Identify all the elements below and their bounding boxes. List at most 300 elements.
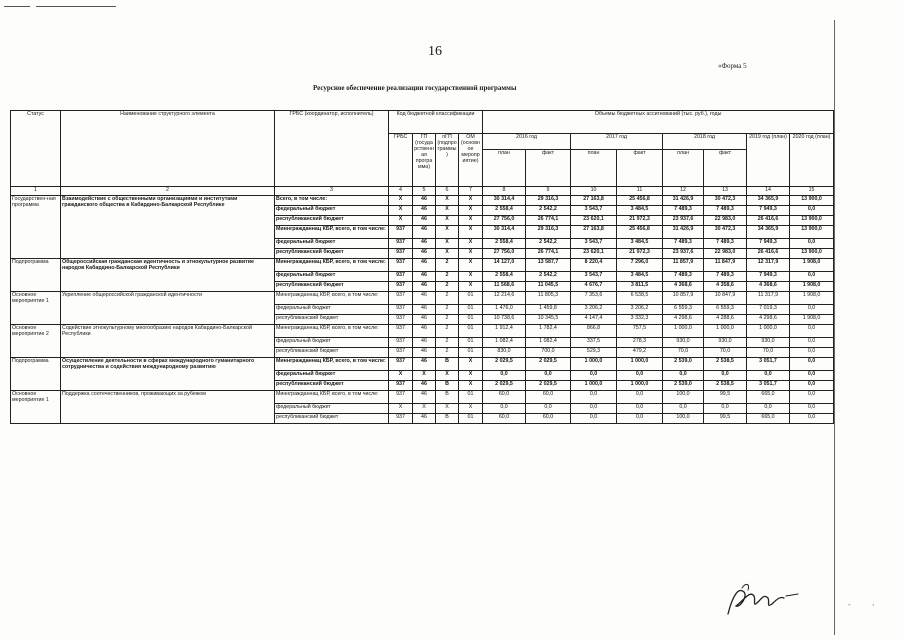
col-number: 8 bbox=[483, 187, 526, 196]
row-amount: 30 314,4 bbox=[483, 226, 526, 239]
row-code-grbs: 937 bbox=[389, 226, 413, 239]
margin-line bbox=[834, 20, 835, 635]
col-number: 7 bbox=[459, 187, 483, 196]
row-amount: 27 756,0 bbox=[483, 249, 526, 259]
row-amount: 0,0 bbox=[747, 371, 790, 381]
row-amount: 866,8 bbox=[571, 325, 617, 338]
row-amount: 8 220,4 bbox=[571, 259, 617, 272]
row-amount: 1 476,0 bbox=[483, 305, 526, 315]
row-code-om: 01 bbox=[459, 338, 483, 348]
row-code-gp: 46 bbox=[413, 348, 436, 358]
row-amount: 2 538,5 bbox=[704, 358, 747, 371]
row-code-grbs: 937 bbox=[389, 348, 413, 358]
row-code-pgp: В bbox=[436, 381, 459, 391]
row-amount: 665,0 bbox=[747, 414, 790, 424]
row-funding-source: республиканский бюджет bbox=[275, 414, 389, 424]
row-status: Основное мероприятие 2 bbox=[11, 325, 61, 358]
row-amount: 2 539,0 bbox=[663, 381, 704, 391]
row-funding-source: республиканский бюджет bbox=[275, 381, 389, 391]
row-amount: 29 316,3 bbox=[526, 226, 571, 239]
row-amount: 7 489,3 bbox=[704, 239, 747, 249]
row-amount: 2 029,5 bbox=[526, 381, 571, 391]
row-amount: 100,0 bbox=[663, 414, 704, 424]
row-amount: 0,0 bbox=[747, 404, 790, 414]
row-amount: 26 774,1 bbox=[526, 216, 571, 226]
header-year-2017: 2017 год bbox=[571, 134, 663, 150]
header-2016-fact: факт bbox=[526, 150, 571, 187]
row-code-pgp: 2 bbox=[436, 315, 459, 325]
row-amount: 30 314,4 bbox=[483, 196, 526, 206]
row-code-grbs: 937 bbox=[389, 391, 413, 404]
funding-table bbox=[10, 110, 834, 424]
row-amount: 4 298,6 bbox=[663, 315, 704, 325]
row-code-grbs: X bbox=[389, 216, 413, 226]
row-amount: 0,0 bbox=[704, 371, 747, 381]
row-amount: 22 983,0 bbox=[704, 249, 747, 259]
row-amount: 1 000,0 bbox=[617, 381, 663, 391]
row-amount: 0,0 bbox=[571, 391, 617, 404]
row-code-grbs: X bbox=[389, 206, 413, 216]
row-amount: 23 937,6 bbox=[663, 216, 704, 226]
row-amount: 25 456,8 bbox=[617, 226, 663, 239]
row-amount: 1 000,0 bbox=[663, 325, 704, 338]
col-number: 13 bbox=[704, 187, 747, 196]
row-code-pgp: В bbox=[436, 358, 459, 371]
row-amount: 2 558,4 bbox=[483, 272, 526, 282]
row-amount: 70,0 bbox=[663, 348, 704, 358]
row-amount: 6 559,3 bbox=[704, 305, 747, 315]
row-funding-source: федеральный бюджет bbox=[275, 206, 389, 216]
row-amount: 0,0 bbox=[663, 404, 704, 414]
row-element-name: Взаимодействие с общественными организациями и институтами гражданского общества в Кабардино-Балкарской Республике bbox=[61, 196, 275, 259]
funding-table-wrapper bbox=[10, 110, 833, 424]
row-amount: 26 416,6 bbox=[747, 216, 790, 226]
row-amount: 11 568,6 bbox=[483, 282, 526, 292]
page-number: 16 bbox=[428, 44, 442, 59]
row-amount: 2 542,2 bbox=[526, 206, 571, 216]
row-amount: 2 029,5 bbox=[526, 358, 571, 371]
row-code-om: X bbox=[459, 226, 483, 239]
header-status: Статус bbox=[11, 111, 61, 187]
row-amount: 0,0 bbox=[790, 358, 834, 371]
row-amount: 0,0 bbox=[790, 348, 834, 358]
row-amount: 0,0 bbox=[790, 338, 834, 348]
row-amount: 0,0 bbox=[790, 206, 834, 216]
row-amount: 3 543,7 bbox=[571, 206, 617, 216]
row-amount: 34 365,9 bbox=[747, 196, 790, 206]
row-amount: 7 019,3 bbox=[747, 305, 790, 315]
row-amount: 23 937,6 bbox=[663, 249, 704, 259]
row-code-om: 01 bbox=[459, 315, 483, 325]
row-element-name: Осуществление деятельности в сферах международного гуманитарного сотрудничества и содействия международному развитию bbox=[61, 358, 275, 391]
row-code-gp: 46 bbox=[413, 325, 436, 338]
row-code-om: 01 bbox=[459, 305, 483, 315]
row-amount: 757,5 bbox=[617, 325, 663, 338]
row-amount: 13 900,0 bbox=[790, 226, 834, 239]
row-funding-source: федеральный бюджет bbox=[275, 404, 389, 414]
row-code-gp: 46 bbox=[413, 282, 436, 292]
row-amount: 0,0 bbox=[663, 371, 704, 381]
row-amount: 665,0 bbox=[747, 391, 790, 404]
row-amount: 0,0 bbox=[526, 404, 571, 414]
row-amount: 34 365,9 bbox=[747, 226, 790, 239]
row-amount: 7 296,0 bbox=[617, 259, 663, 272]
column-number-row bbox=[11, 187, 834, 196]
row-amount: 1 000,0 bbox=[571, 381, 617, 391]
col-number: 14 bbox=[747, 187, 790, 196]
row-code-om: X bbox=[459, 381, 483, 391]
row-amount: 10 345,5 bbox=[526, 315, 571, 325]
col-number: 3 bbox=[275, 187, 389, 196]
row-amount: 10 738,6 bbox=[483, 315, 526, 325]
header-kbk: Код бюджетной классификации bbox=[389, 111, 483, 134]
row-amount: 930,0 bbox=[704, 338, 747, 348]
row-amount: 0,0 bbox=[704, 404, 747, 414]
row-amount: 0,0 bbox=[483, 371, 526, 381]
row-code-pgp: 2 bbox=[436, 292, 459, 305]
row-amount: 1 000,0 bbox=[571, 358, 617, 371]
form-label: «Форма 5 bbox=[718, 62, 747, 70]
row-amount: 4 368,6 bbox=[747, 282, 790, 292]
row-code-pgp: 2 bbox=[436, 348, 459, 358]
row-amount: 3 484,5 bbox=[617, 272, 663, 282]
row-amount: 3 206,2 bbox=[571, 305, 617, 315]
row-funding-source: республиканский бюджет bbox=[275, 216, 389, 226]
header-year-2016: 2016 год bbox=[483, 134, 571, 150]
row-code-pgp: X bbox=[436, 371, 459, 381]
row-code-gp: 46 bbox=[413, 414, 436, 424]
row-amount: 3 206,2 bbox=[617, 305, 663, 315]
row-code-gp: 46 bbox=[413, 206, 436, 216]
top-rule-left bbox=[4, 6, 30, 7]
row-amount: 13 900,0 bbox=[790, 249, 834, 259]
row-amount: 4 147,4 bbox=[571, 315, 617, 325]
col-number: 2 bbox=[61, 187, 275, 196]
row-amount: 0,0 bbox=[790, 325, 834, 338]
row-code-gp: 46 bbox=[413, 315, 436, 325]
header-kbk-gp: ГП (государственная программа) bbox=[413, 134, 436, 187]
row-funding-source: республиканский бюджет bbox=[275, 348, 389, 358]
row-amount: 1 000,0 bbox=[617, 358, 663, 371]
header-volumes: Объемы бюджетных ассигнований (тыс. руб.), годы bbox=[483, 111, 834, 134]
row-amount: 99,5 bbox=[704, 391, 747, 404]
row-amount: 3 051,7 bbox=[747, 381, 790, 391]
row-amount: 30 472,3 bbox=[704, 196, 747, 206]
row-code-om: X bbox=[459, 282, 483, 292]
col-number: 4 bbox=[389, 187, 413, 196]
row-funding-source: Миннгражданнац КБР, всего, в том числе: bbox=[275, 259, 389, 272]
row-amount: 3 543,7 bbox=[571, 239, 617, 249]
row-code-gp: 46 bbox=[413, 196, 436, 206]
row-amount: 60,0 bbox=[483, 391, 526, 404]
header-kbk-pgp: пГП (подпрограммы) bbox=[436, 134, 459, 187]
row-code-om: X bbox=[459, 216, 483, 226]
top-rule-right bbox=[36, 6, 116, 7]
row-amount: 100,0 bbox=[663, 391, 704, 404]
table-row bbox=[11, 325, 834, 338]
col-number: 11 bbox=[617, 187, 663, 196]
row-amount: 0,0 bbox=[617, 414, 663, 424]
row-code-gp: 46 bbox=[413, 292, 436, 305]
row-amount: 2 029,5 bbox=[483, 381, 526, 391]
row-code-grbs: 937 bbox=[389, 249, 413, 259]
col-number: 5 bbox=[413, 187, 436, 196]
header-kbk-om: ОМ (основное мероприятие) bbox=[459, 134, 483, 187]
row-amount: 27 163,8 bbox=[571, 226, 617, 239]
row-amount: 7 949,3 bbox=[747, 206, 790, 216]
row-amount: 0,0 bbox=[571, 404, 617, 414]
row-amount: 1 000,0 bbox=[747, 325, 790, 338]
row-code-om: 01 bbox=[459, 348, 483, 358]
row-amount: 930,0 bbox=[747, 338, 790, 348]
row-amount: 6 559,3 bbox=[663, 305, 704, 315]
row-code-gp: 46 bbox=[413, 259, 436, 272]
row-amount: 0,0 bbox=[790, 272, 834, 282]
row-code-gp: 46 bbox=[413, 272, 436, 282]
row-code-pgp: 2 bbox=[436, 338, 459, 348]
row-code-grbs: 937 bbox=[389, 414, 413, 424]
row-code-pgp: 2 bbox=[436, 259, 459, 272]
row-status: Основное мероприятие 1 bbox=[11, 292, 61, 325]
row-amount: 4 298,6 bbox=[747, 315, 790, 325]
row-amount: 1 082,4 bbox=[483, 338, 526, 348]
row-amount: 11 317,9 bbox=[747, 292, 790, 305]
col-number: 15 bbox=[790, 187, 834, 196]
table-row bbox=[11, 196, 834, 206]
row-amount: 0,0 bbox=[571, 371, 617, 381]
row-code-grbs: X bbox=[389, 371, 413, 381]
row-code-grbs: 937 bbox=[389, 358, 413, 371]
row-amount: 930,0 bbox=[663, 338, 704, 348]
row-amount: 21 972,3 bbox=[617, 216, 663, 226]
row-code-gp: 46 bbox=[413, 305, 436, 315]
row-code-om: X bbox=[459, 196, 483, 206]
row-amount: 700,0 bbox=[526, 348, 571, 358]
header-2018-plan: план bbox=[663, 150, 704, 187]
row-amount: 830,0 bbox=[483, 348, 526, 358]
row-amount: 1 908,0 bbox=[790, 315, 834, 325]
row-amount: 2 029,5 bbox=[483, 358, 526, 371]
row-amount: 479,2 bbox=[617, 348, 663, 358]
row-amount: 11 857,9 bbox=[663, 259, 704, 272]
row-amount: 7 489,3 bbox=[663, 239, 704, 249]
header-grbs-executor: ГРБС (координатор, исполнитель) bbox=[275, 111, 389, 187]
row-amount: 13 587,7 bbox=[526, 259, 571, 272]
row-funding-source: республиканский бюджет bbox=[275, 249, 389, 259]
row-code-gp: 46 bbox=[413, 381, 436, 391]
row-code-gp: 46 bbox=[413, 226, 436, 239]
row-amount: 278,3 bbox=[617, 338, 663, 348]
row-amount: 0,0 bbox=[617, 404, 663, 414]
row-funding-source: федеральный бюджет bbox=[275, 305, 389, 315]
table-row bbox=[11, 292, 834, 305]
row-element-name: Укрепление общероссийской гражданской идентичности bbox=[61, 292, 275, 325]
row-amount: 0,0 bbox=[790, 371, 834, 381]
signature bbox=[722, 578, 800, 618]
row-amount: 7 489,3 bbox=[704, 206, 747, 216]
row-amount: 7 489,3 bbox=[663, 272, 704, 282]
row-amount: 1 082,4 bbox=[526, 338, 571, 348]
row-code-gp: 46 bbox=[413, 216, 436, 226]
scan-mark: , bbox=[872, 598, 875, 607]
row-funding-source: федеральный бюджет bbox=[275, 239, 389, 249]
row-code-gp: X bbox=[413, 371, 436, 381]
row-funding-source: Миннгражданнац КБР, всего, в том числе: bbox=[275, 292, 389, 305]
header-2017-fact: факт bbox=[617, 150, 663, 187]
row-element-name: Поддержка соотечественников, проживающих за рубежом bbox=[61, 391, 275, 424]
row-amount: 4 358,6 bbox=[704, 282, 747, 292]
row-amount: 0,0 bbox=[790, 404, 834, 414]
row-funding-source: федеральный бюджет bbox=[275, 338, 389, 348]
row-code-pgp: 2 bbox=[436, 272, 459, 282]
header-2017-plan: план bbox=[571, 150, 617, 187]
row-funding-source: федеральный бюджет bbox=[275, 371, 389, 381]
row-amount: 0,0 bbox=[790, 414, 834, 424]
row-code-pgp: В bbox=[436, 391, 459, 404]
row-code-gp: 46 bbox=[413, 239, 436, 249]
row-amount: 27 756,0 bbox=[483, 216, 526, 226]
row-funding-source: Миннгражданнац КБР, всего, в том числе: bbox=[275, 391, 389, 404]
row-amount: 4 368,6 bbox=[663, 282, 704, 292]
row-amount: 2 542,2 bbox=[526, 239, 571, 249]
row-funding-source: республиканский бюджет bbox=[275, 315, 389, 325]
header-name: Наименование структурного элемента bbox=[61, 111, 275, 187]
row-amount: 1 908,0 bbox=[790, 259, 834, 272]
row-status: Государствен-ная программа bbox=[11, 196, 61, 259]
row-code-pgp: 2 bbox=[436, 282, 459, 292]
header-kbk-grbs: ГРБС bbox=[389, 134, 413, 187]
row-code-om: X bbox=[459, 404, 483, 414]
row-amount: 25 456,8 bbox=[617, 196, 663, 206]
row-amount: 3 332,3 bbox=[617, 315, 663, 325]
row-amount: 0,0 bbox=[790, 381, 834, 391]
row-code-grbs: 937 bbox=[389, 305, 413, 315]
row-amount: 10 857,9 bbox=[663, 292, 704, 305]
row-status: Подпрограмма bbox=[11, 259, 61, 292]
row-amount: 3 484,5 bbox=[617, 206, 663, 216]
row-amount: 29 316,3 bbox=[526, 196, 571, 206]
row-code-pgp: В bbox=[436, 414, 459, 424]
row-code-grbs: 937 bbox=[389, 259, 413, 272]
row-code-gp: X bbox=[413, 404, 436, 414]
row-amount: 23 620,1 bbox=[571, 216, 617, 226]
row-code-om: X bbox=[459, 272, 483, 282]
col-number: 1 bbox=[11, 187, 61, 196]
row-amount: 21 972,3 bbox=[617, 249, 663, 259]
row-code-om: X bbox=[459, 371, 483, 381]
row-amount: 7 353,6 bbox=[571, 292, 617, 305]
row-element-name: Общероссийская гражданская идентичность и этнокультурное развитие народов Кабардино-Балкарской Республики bbox=[61, 259, 275, 292]
row-amount: 3 811,5 bbox=[617, 282, 663, 292]
row-amount: 14 127,0 bbox=[483, 259, 526, 272]
row-code-grbs: 937 bbox=[389, 338, 413, 348]
row-amount: 2 542,2 bbox=[526, 272, 571, 282]
row-code-pgp: X bbox=[436, 404, 459, 414]
header-2016-plan: план bbox=[483, 150, 526, 187]
row-amount: 11 805,3 bbox=[526, 292, 571, 305]
row-code-grbs: 937 bbox=[389, 292, 413, 305]
row-amount: 1 459,8 bbox=[526, 305, 571, 315]
row-amount: 60,0 bbox=[526, 391, 571, 404]
row-amount: 0,0 bbox=[617, 371, 663, 381]
row-amount: 13 900,0 bbox=[790, 196, 834, 206]
row-amount: 11 045,5 bbox=[526, 282, 571, 292]
row-funding-source: Миннгражданнац КБР, всего, в том числе: bbox=[275, 226, 389, 239]
row-amount: 23 620,1 bbox=[571, 249, 617, 259]
row-funding-source: республиканский бюджет bbox=[275, 282, 389, 292]
row-code-om: X bbox=[459, 206, 483, 216]
row-amount: 2 558,4 bbox=[483, 239, 526, 249]
row-amount: 7 489,3 bbox=[663, 206, 704, 216]
row-amount: 31 426,9 bbox=[663, 226, 704, 239]
row-amount: 7 949,3 bbox=[747, 239, 790, 249]
row-amount: 1 782,4 bbox=[526, 325, 571, 338]
row-amount: 31 426,9 bbox=[663, 196, 704, 206]
row-amount: 6 538,5 bbox=[617, 292, 663, 305]
table-row bbox=[11, 259, 834, 272]
row-code-grbs: 937 bbox=[389, 315, 413, 325]
col-number: 10 bbox=[571, 187, 617, 196]
row-amount: 30 472,3 bbox=[704, 226, 747, 239]
row-code-gp: 46 bbox=[413, 391, 436, 404]
row-code-grbs: 937 bbox=[389, 325, 413, 338]
row-amount: 1 000,0 bbox=[704, 325, 747, 338]
row-funding-source: федеральный бюджет bbox=[275, 272, 389, 282]
row-amount: 1 912,4 bbox=[483, 325, 526, 338]
row-code-pgp: X bbox=[436, 239, 459, 249]
header-2018-fact: факт bbox=[704, 150, 747, 187]
scan-mark: - bbox=[848, 600, 851, 609]
row-amount: 70,0 bbox=[704, 348, 747, 358]
row-amount: 10 847,9 bbox=[704, 292, 747, 305]
row-code-om: X bbox=[459, 358, 483, 371]
row-amount: 1 908,0 bbox=[790, 292, 834, 305]
row-amount: 12 214,6 bbox=[483, 292, 526, 305]
row-amount: 22 983,0 bbox=[704, 216, 747, 226]
row-code-grbs: X bbox=[389, 404, 413, 414]
row-amount: 3 543,7 bbox=[571, 272, 617, 282]
row-amount: 70,0 bbox=[747, 348, 790, 358]
row-amount: 1 908,0 bbox=[790, 282, 834, 292]
row-amount: 2 538,5 bbox=[704, 381, 747, 391]
row-code-grbs: 937 bbox=[389, 282, 413, 292]
row-amount: 337,5 bbox=[571, 338, 617, 348]
row-status: Основное мероприятие 1 bbox=[11, 391, 61, 424]
row-code-om: X bbox=[459, 259, 483, 272]
row-code-om: 01 bbox=[459, 325, 483, 338]
row-code-grbs: 937 bbox=[389, 272, 413, 282]
row-element-name: Содействие этнокультурному многообразию народов Кабардино-Балкарской Республики bbox=[61, 325, 275, 358]
row-amount: 60,0 bbox=[526, 414, 571, 424]
document-title: Ресурсное обеспечение реализации государственной программы bbox=[313, 84, 517, 92]
row-funding-source: Всего, в том числе: bbox=[275, 196, 389, 206]
row-code-pgp: X bbox=[436, 226, 459, 239]
header-year-2020: 2020 год (план) bbox=[790, 134, 834, 187]
row-code-gp: 46 bbox=[413, 249, 436, 259]
row-amount: 0,0 bbox=[617, 391, 663, 404]
row-amount: 2 558,4 bbox=[483, 206, 526, 216]
row-amount: 529,3 bbox=[571, 348, 617, 358]
row-code-om: 01 bbox=[459, 292, 483, 305]
row-funding-source: Миннгражданнац КБР, всего, в том числе: bbox=[275, 358, 389, 371]
table-header bbox=[11, 111, 834, 196]
row-funding-source: Миннгражданнац КБР, всего, в том числе: bbox=[275, 325, 389, 338]
header-year-2018: 2018 год bbox=[663, 134, 747, 150]
row-code-pgp: 2 bbox=[436, 325, 459, 338]
row-amount: 13 900,0 bbox=[790, 216, 834, 226]
table-row bbox=[11, 358, 834, 371]
row-amount: 4 288,6 bbox=[704, 315, 747, 325]
